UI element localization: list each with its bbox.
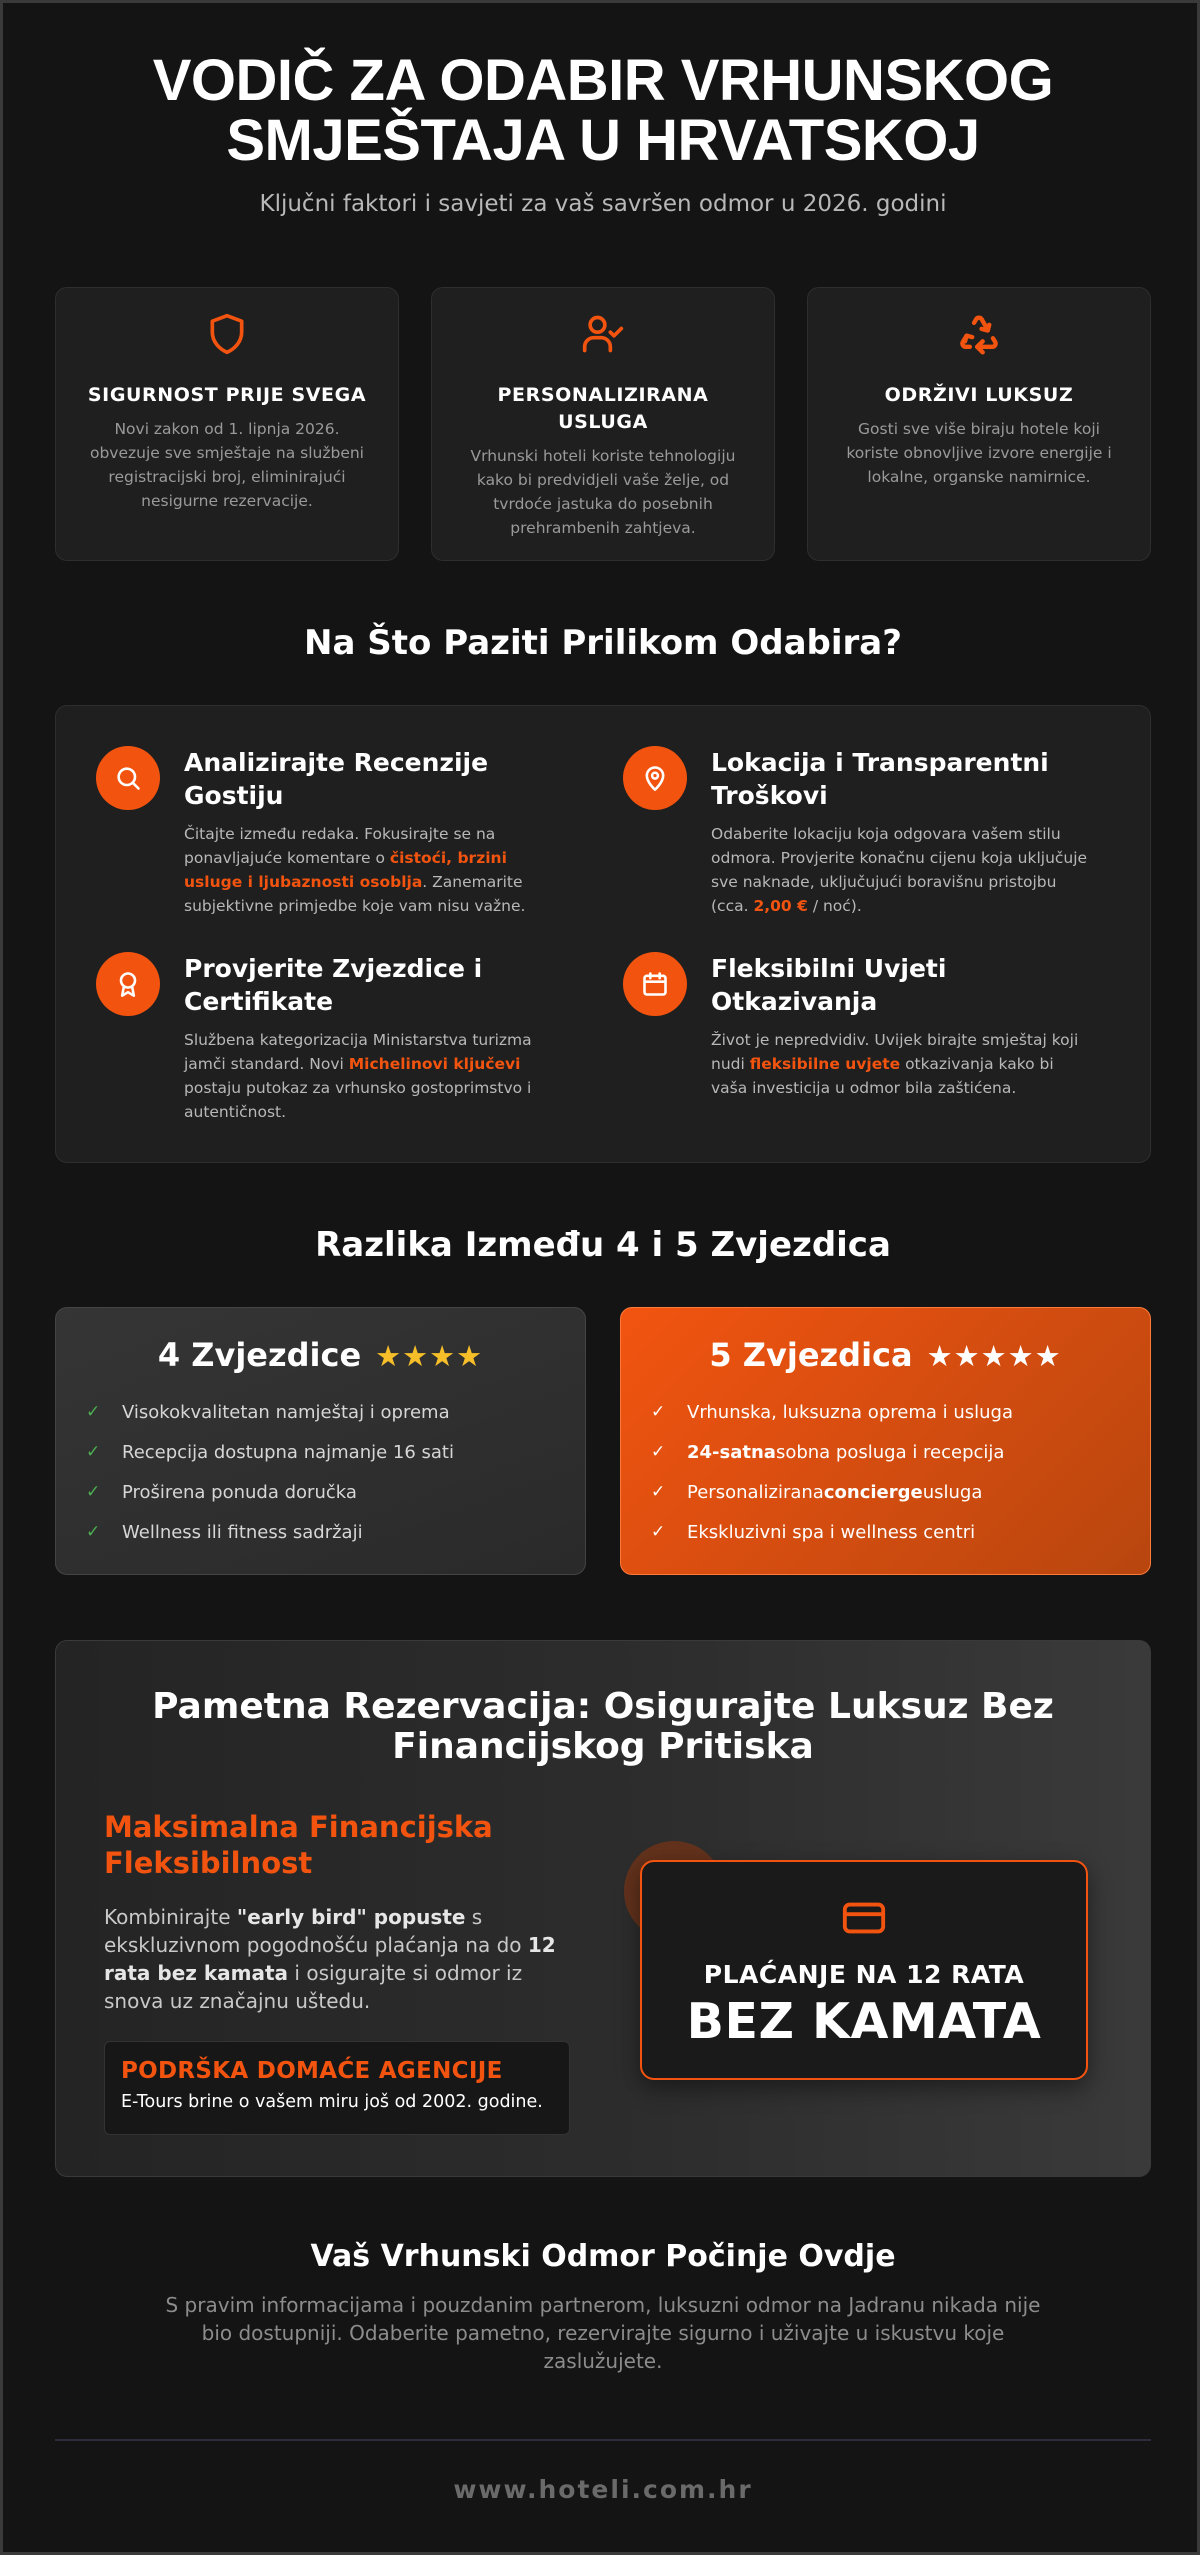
check-icon: ✓ <box>651 1442 666 1462</box>
list-item: ✓ Vrhunska, luksuzna oprema i usluga <box>651 1401 1013 1423</box>
five-star-title: 5 Zvjezdica <box>709 1336 913 1374</box>
feature-text: Gosti sve više biraju hotele koji koriste obnovljive izvore energije i lokalne, organske namirnice. <box>846 420 1112 486</box>
tip-highlight: Michelinovi ključevi <box>348 1055 521 1073</box>
tip-text: Život je nepredvidiv. Uvijek birajte smještaj koji nudi fleksibilne uvjete otkazivanja kako bi vaša investicija u odmor bila zaštićena. <box>711 1031 1079 1097</box>
shield-icon <box>205 312 249 356</box>
star-rating-icon: ★★★★ <box>375 1339 484 1373</box>
five-star-heading <box>651 1336 1120 1374</box>
recycle-icon <box>957 312 1001 356</box>
page-subtitle: Ključni faktori i savjeti za vaš savršen odmor u 2026. godini <box>259 191 947 217</box>
tip-cancellation <box>623 952 1093 1100</box>
tip-location <box>623 746 1093 918</box>
tip-highlight: čistoći, brzini usluge i ljubaznosti osoblja <box>184 849 507 891</box>
check-icon: ✓ <box>86 1402 101 1422</box>
check-icon: ✓ <box>651 1522 666 1542</box>
check-icon: ✓ <box>651 1402 666 1422</box>
tip-icon-badge <box>623 746 687 810</box>
outro-text: S pravim informacijama i pouzdanim partnerom, luksuzni odmor na Jadranu nikada nije bio dostupniji. Odaberite pametno, rezervirajte sigurno i uživajte u iskustvu koje zaslužujete. <box>165 2293 1041 2373</box>
five-star-list <box>651 1392 1120 1552</box>
outro-title: Vaš Vrhunski Odmor Počinje Ovdje <box>310 2239 896 2274</box>
installment-line-2: BEZ KAMATA <box>686 1993 1042 2050</box>
compare-section-title: Razlika Između 4 i 5 Zvjezdica <box>315 1225 891 1265</box>
tip-text: Odaberite lokaciju koja odgovara vašem stilu odmora. Provjerite konačnu cijenu koja uključuje sve naknade, uključujući boravišnu pristojbu (cca. 2,00 € / noć). <box>711 825 1088 915</box>
smart-booking-title: Pametna Rezervacija: Osigurajte Luksuz Bez Financijskog Pritiska <box>152 1686 1054 1767</box>
feature-title: ODRŽIVI LUKSUZ <box>884 384 1074 406</box>
tip-text: Čitajte između redaka. Fokusirajte se na ponavljajuće komentare o čistoći, brzini usluge i ljubaznosti osoblja. Zanemarite subjektivne primjedbe koje vam nisu važne. <box>184 825 526 915</box>
smart-booking-text: Kombinirajte "early bird" popuste s ekskluzivnom pogodnošću plaćanja na do 12 rata bez kamata i osigurajte si odmor iz snova uz značajnu uštedu. <box>104 1905 556 2013</box>
five-star-card <box>620 1307 1151 1575</box>
tip-title: Lokacija i Transparentni Troškovi <box>711 748 1049 810</box>
credit-card-icon <box>841 1898 887 1938</box>
page-title: VODIČ ZA ODABIR VRHUNSKOG SMJEŠTAJA U HRVATSKOJ <box>152 48 1054 173</box>
agency-title: PODRŠKA DOMAĆE AGENCIJE <box>121 2058 503 2084</box>
smart-booking-panel <box>55 1640 1151 2177</box>
list-item: ✓ Visokokvalitetan namještaj i oprema <box>86 1401 450 1423</box>
list-item: ✓ Recepcija dostupna najmanje 16 sati <box>86 1441 454 1463</box>
four-star-list <box>86 1392 555 1552</box>
star-rating-icon: ★★★★★ <box>926 1339 1062 1373</box>
feature-text: Vrhunski hoteli koriste tehnologiju kako bi predvidjeli vaše želje, od tvrdoće jastuka do posebnih prehrambenih zahtjeva. <box>470 447 736 537</box>
feature-card-personalized <box>431 287 775 561</box>
tip-text: Službena kategorizacija Ministarstva turizma jamči standard. Novi Michelinovi ključevi postaju putokaz za vrhunsko gostoprimstvo i autentičnost. <box>184 1031 532 1121</box>
four-star-title: 4 Zvjezdice <box>157 1336 362 1374</box>
feature-text: Novi zakon od 1. lipnja 2026. obvezuje sve smještaje na službeni registracijski broj, eliminirajući nesigurne rezervacije. <box>89 420 364 510</box>
tip-icon-badge <box>96 952 160 1016</box>
award-icon <box>114 970 142 998</box>
tip-title: Provjerite Zvjezdice i Certifikate <box>184 954 483 1016</box>
agency-text: E-Tours brine o vašem miru još od 2002. godine. <box>121 2092 543 2112</box>
agency-support-box <box>104 2041 570 2135</box>
tips-panel <box>55 705 1151 1163</box>
list-item: ✓ Personalizirana concierge usluga <box>651 1481 983 1503</box>
check-icon: ✓ <box>86 1522 101 1542</box>
feature-title: PERSONALIZIRANA USLUGA <box>497 384 709 433</box>
feature-card-safety <box>55 287 399 561</box>
tip-title: Analizirajte Recenzije Gostiju <box>184 748 489 810</box>
tip-stars <box>96 952 566 1124</box>
list-item: ✓ 24-satna sobna posluga i recepcija <box>651 1441 1005 1463</box>
search-icon <box>114 764 142 792</box>
smart-booking-subtitle: Maksimalna Financijska Fleksibilnost <box>104 1810 493 1880</box>
check-icon: ✓ <box>651 1482 666 1502</box>
calendar-icon <box>641 970 669 998</box>
four-star-heading <box>86 1336 555 1374</box>
smart-booking-info <box>104 1809 570 2135</box>
footer-divider <box>55 2439 1151 2441</box>
tip-highlight: 2,00 € <box>753 897 808 915</box>
check-icon: ✓ <box>86 1442 101 1462</box>
feature-title: SIGURNOST PRIJE SVEGA <box>87 384 367 406</box>
list-item: ✓ Proširena ponuda doručka <box>86 1481 357 1503</box>
tip-icon-badge <box>96 746 160 810</box>
map-pin-icon <box>641 764 669 792</box>
user-check-icon <box>581 312 625 356</box>
installment-line-1: PLAĆANJE NA 12 RATA <box>703 1960 1025 1989</box>
installment-card <box>640 1860 1088 2080</box>
list-item: ✓ Ekskluzivni spa i wellness centri <box>651 1521 976 1543</box>
star-comparison <box>55 1307 1151 1575</box>
feature-card-sustainable <box>807 287 1151 561</box>
feature-cards <box>55 287 1151 561</box>
four-star-card <box>55 1307 586 1575</box>
tip-reviews <box>96 746 566 918</box>
tips-section-title: Na Što Paziti Prilikom Odabira? <box>304 623 902 663</box>
tip-title: Fleksibilni Uvjeti Otkazivanja <box>711 954 947 1016</box>
hero <box>3 48 1200 217</box>
tip-icon-badge <box>623 952 687 1016</box>
list-item: ✓ Wellness ili fitness sadržaji <box>86 1521 363 1543</box>
check-icon: ✓ <box>86 1482 101 1502</box>
tip-highlight: fleksibilne uvjete <box>749 1055 901 1073</box>
website-link[interactable]: www.hoteli.com.hr <box>453 2475 753 2504</box>
